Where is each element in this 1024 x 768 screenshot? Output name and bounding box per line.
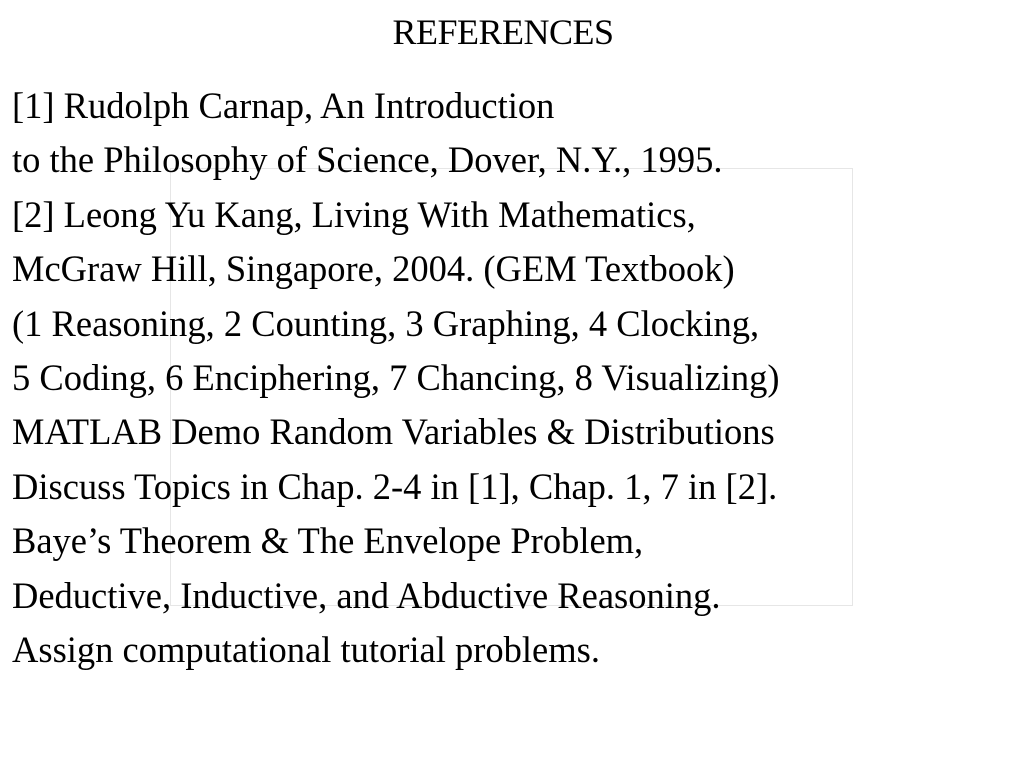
reasoning-types-line: Deductive, Inductive, and Abductive Reasoning. bbox=[12, 574, 721, 616]
reference-2-line-2: McGraw Hill, Singapore, 2004. (GEM Textbook) bbox=[12, 248, 735, 290]
matlab-demo-line: MATLAB Demo Random Variables & Distributions bbox=[12, 411, 775, 453]
reference-2-line-1: [2] Leong Yu Kang, Living With Mathematics, bbox=[12, 193, 696, 235]
reference-1-line-1: [1] Rudolph Carnap, An Introduction bbox=[12, 85, 555, 126]
bayes-theorem-line: Baye’s Theorem & The Envelope Problem, bbox=[12, 520, 644, 562]
chapter-list-line-1: (1 Reasoning, 2 Counting, 3 Graphing, 4 Clocking, bbox=[12, 302, 760, 344]
chapter-list-line-2: 5 Coding, 6 Enciphering, 7 Chancing, 8 Visualizing) bbox=[12, 357, 780, 399]
discuss-topics-line: Discuss Topics in Chap. 2-4 in [1], Chap. 1, 7 in [2]. bbox=[12, 465, 778, 507]
reference-1-line-2: to the Philosophy of Science, Dover, N.Y., 1995. bbox=[12, 139, 723, 181]
assign-problems-line: Assign computational tutorial problems. bbox=[12, 629, 600, 671]
page-title: REFERENCES bbox=[392, 12, 614, 52]
references-body bbox=[12, 79, 1012, 677]
